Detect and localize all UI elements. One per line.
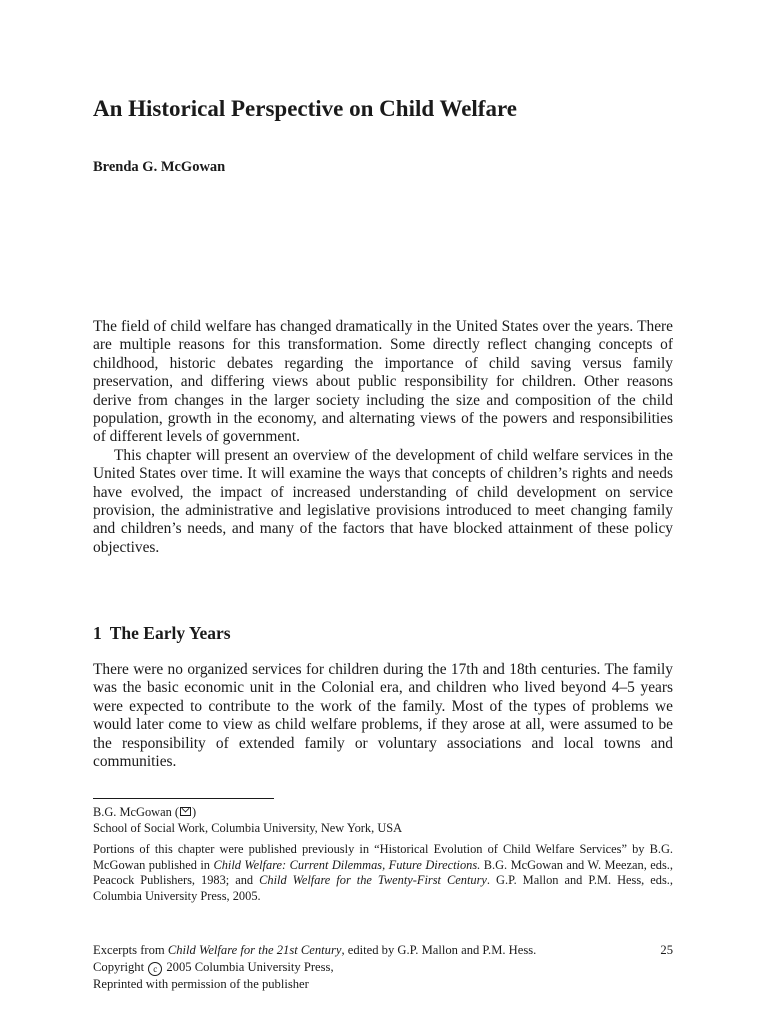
excerpts-line — [93, 942, 673, 959]
copyright-suffix: 2005 Columbia University Press, — [163, 960, 334, 974]
reprinted-line: Reprinted with permission of the publisher — [93, 977, 309, 991]
footnote-portions — [93, 842, 673, 904]
excerpts-book: Child Welfare for the 21st Century — [167, 943, 342, 957]
early-years-section — [93, 661, 673, 771]
author-name: Brenda G. McGowan — [93, 159, 226, 175]
footnote-author-close: ) — [192, 805, 197, 819]
intro-section — [93, 318, 673, 557]
footnote-affiliation: School of Social Work, Columbia University, New York, USA — [93, 821, 403, 835]
footnote-author — [93, 805, 673, 821]
section-number: 1 — [93, 623, 102, 643]
intro-paragraph-1: The field of child welfare has changed dramatically in the United States over the years. There are multiple reasons for this transformation. Some directly reflect changing concepts of childhood, historic debates regarding the importance of child saving versus family preservation, and differing views about public responsibility for children. Other reasons derive from changes in the larger society including the size and composition of the child population, growth in the economy, and alternating views of the powers and responsibilities of different levels of government. — [93, 318, 673, 446]
footnote-author-name: B.G. McGowan ( — [93, 805, 180, 819]
footnote-portions-text-3: . G.P. Mallon and P.M. Hess, eds., Columbia University Press, 2005. — [93, 873, 673, 903]
excerpts-suffix: , edited by G.P. Mallon and P.M. Hess. — [341, 943, 537, 957]
early-years-paragraph: There were no organized services for children during the 17th and 18th centuries. The family was the basic economic unit in the Colonial era, and children who lived beyond 4–5 years were expected to contribute to the work of the family. Most of the types of problems we would later come to view as child welfare problems, if they arose at all, were assumed to be the responsibility of extended family or voluntary associations and local towns and communities. — [93, 661, 673, 771]
intro-paragraph-2: This chapter will present an overview of the development of child welfare services in the United States over time. It will examine the ways that concepts of children’s rights and needs have evolved, the impact of increased understanding of child development on service provision, the administrative and legislative provisions introduced to meet changing family and children’s needs, and many of the factors that have blocked attainment of these policy objectives. — [93, 446, 673, 556]
envelope-icon — [180, 807, 191, 816]
copyright-line — [93, 959, 673, 976]
excerpts-prefix: Excerpts from — [93, 943, 168, 957]
section-title: The Early Years — [109, 623, 231, 643]
copyright-icon: c — [148, 962, 162, 976]
footnote-portions-text-2: B.G. McGowan and W. Meezan, eds., Peacock Publishers, 1983; and — [93, 857, 673, 887]
footnote-divider — [93, 798, 274, 799]
footnote-book-2: Child Welfare for the Twenty-First Century — [259, 873, 487, 887]
page-number: 25 — [660, 943, 673, 957]
copyright-prefix: Copyright — [93, 960, 148, 974]
chapter-title: An Historical Perspective on Child Welfare — [93, 96, 517, 121]
footnote-book-1: Child Welfare: Current Dilemmas, Future Directions. — [213, 857, 481, 872]
section-heading — [93, 622, 231, 644]
footnote-portions-text-1: Portions of this chapter were published previously in “Historical Evolution of Child Welfare Services” by B.G. McGowan published in — [93, 842, 673, 872]
